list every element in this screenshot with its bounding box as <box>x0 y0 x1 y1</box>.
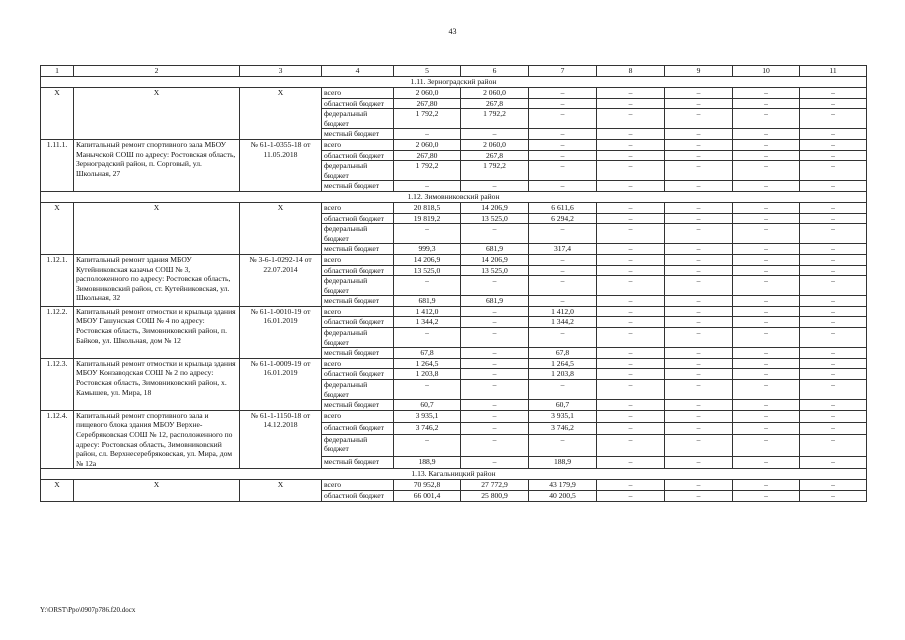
value-cell: 1 344,2 <box>529 317 597 328</box>
value-cell: 681,9 <box>461 296 529 307</box>
value-cell: – <box>733 161 800 181</box>
value-cell: – <box>461 369 529 380</box>
budget-type-cell: местный бюджет <box>322 244 394 255</box>
value-cell: – <box>665 358 733 369</box>
budget-type-cell: всего <box>322 88 394 99</box>
summary-x-cell: Х <box>74 480 240 501</box>
value-cell: – <box>733 380 800 400</box>
value-cell: – <box>800 181 867 192</box>
column-header: 11 <box>800 66 867 77</box>
table-row <box>41 410 867 422</box>
value-cell: 70 952,8 <box>394 480 461 491</box>
value-cell: – <box>665 457 733 469</box>
value-cell: – <box>733 422 800 434</box>
value-cell: – <box>461 457 529 469</box>
value-cell: – <box>733 317 800 328</box>
value-cell: – <box>597 380 665 400</box>
value-cell: – <box>461 129 529 140</box>
value-cell: 267,8 <box>461 150 529 161</box>
budget-type-cell: всего <box>322 410 394 422</box>
item-number: 1.12.2. <box>41 306 74 358</box>
value-cell: – <box>597 139 665 150</box>
budget-type-cell: всего <box>322 254 394 265</box>
value-cell: – <box>665 422 733 434</box>
column-header: 7 <box>529 66 597 77</box>
value-cell: – <box>800 244 867 255</box>
item-number: 1.11.1. <box>41 139 74 191</box>
value-cell: – <box>665 202 733 213</box>
value-cell: – <box>461 276 529 296</box>
value-cell: 1 264,5 <box>394 358 461 369</box>
value-cell: – <box>733 88 800 99</box>
budget-type-cell: местный бюджет <box>322 348 394 359</box>
value-cell: – <box>597 161 665 181</box>
value-cell: – <box>800 139 867 150</box>
value-cell: 267,80 <box>394 150 461 161</box>
item-number: 1.12.4. <box>41 410 74 469</box>
value-cell: 1 792,2 <box>394 161 461 181</box>
value-cell: – <box>665 276 733 296</box>
value-cell: – <box>529 88 597 99</box>
value-cell: – <box>597 369 665 380</box>
table-row <box>41 358 867 369</box>
item-number: 1.12.1. <box>41 254 74 306</box>
value-cell: – <box>800 276 867 296</box>
value-cell: – <box>665 296 733 307</box>
budget-type-cell: всего <box>322 202 394 213</box>
value-cell: – <box>800 265 867 276</box>
value-cell: – <box>597 224 665 244</box>
value-cell: 66 001,4 <box>394 490 461 501</box>
value-cell: 14 206,9 <box>461 254 529 265</box>
value-cell: – <box>529 181 597 192</box>
value-cell: – <box>597 422 665 434</box>
value-cell: – <box>597 88 665 99</box>
value-cell: – <box>461 410 529 422</box>
value-cell: – <box>597 254 665 265</box>
value-cell: – <box>461 380 529 400</box>
value-cell: – <box>800 369 867 380</box>
budget-type-cell: местный бюджет <box>322 457 394 469</box>
value-cell: 1 792,2 <box>394 109 461 129</box>
value-cell: – <box>665 88 733 99</box>
value-cell: 2 060,0 <box>394 88 461 99</box>
budget-type-cell: областной бюджет <box>322 98 394 109</box>
value-cell: – <box>665 480 733 491</box>
value-cell: – <box>733 306 800 317</box>
budget-type-cell: областной бюджет <box>322 150 394 161</box>
item-description: Капитальный ремонт отмостки и крыльца здания МБОУ Конзаводская СОШ № 2 по адресу: Ростовская область, Зимовниковский район, х. Камышев, ул. Мира, 18 <box>74 358 240 410</box>
value-cell: – <box>529 150 597 161</box>
value-cell: – <box>800 434 867 457</box>
value-cell: – <box>597 181 665 192</box>
column-header: 8 <box>597 66 665 77</box>
budget-type-cell: федеральный бюджет <box>322 434 394 457</box>
value-cell: 999,3 <box>394 244 461 255</box>
value-cell: – <box>800 490 867 501</box>
table-row <box>41 480 867 491</box>
value-cell: 1 792,2 <box>461 109 529 129</box>
value-cell: 1 203,8 <box>394 369 461 380</box>
summary-x-cell: Х <box>41 88 74 140</box>
value-cell: 1 412,0 <box>529 306 597 317</box>
value-cell: – <box>597 213 665 224</box>
value-cell: – <box>597 109 665 129</box>
value-cell: – <box>800 422 867 434</box>
value-cell: – <box>665 265 733 276</box>
value-cell: – <box>665 244 733 255</box>
summary-x-cell: Х <box>41 202 74 254</box>
value-cell: 25 800,9 <box>461 490 529 501</box>
value-cell: – <box>597 348 665 359</box>
table-row <box>41 202 867 213</box>
value-cell: – <box>665 129 733 140</box>
value-cell: 267,80 <box>394 98 461 109</box>
budget-type-cell: федеральный бюджет <box>322 276 394 296</box>
column-header: 4 <box>322 66 394 77</box>
value-cell: – <box>597 296 665 307</box>
value-cell: – <box>733 254 800 265</box>
value-cell: – <box>800 202 867 213</box>
value-cell: – <box>665 369 733 380</box>
value-cell: – <box>733 296 800 307</box>
summary-x-cell: Х <box>240 480 322 501</box>
value-cell: 188,9 <box>394 457 461 469</box>
value-cell: 681,9 <box>394 296 461 307</box>
item-description: Капитальный ремонт отмостки и крыльца здания МБОУ Гашунская СОШ № 4 по адресу: Ростовская область, Зимовниковский район, п. Байков, ул. Школьная, дом № 12 <box>74 306 240 358</box>
value-cell: – <box>733 98 800 109</box>
table-row <box>41 88 867 99</box>
value-cell: – <box>529 328 597 348</box>
value-cell: – <box>665 410 733 422</box>
value-cell: 3 746,2 <box>529 422 597 434</box>
value-cell: – <box>800 296 867 307</box>
budget-type-cell: всего <box>322 358 394 369</box>
page-number: 43 <box>448 27 457 36</box>
value-cell: – <box>800 150 867 161</box>
budget-type-cell: федеральный бюджет <box>322 328 394 348</box>
value-cell: 3 935,1 <box>529 410 597 422</box>
value-cell: – <box>733 213 800 224</box>
value-cell: – <box>529 380 597 400</box>
item-contract: № 61-1-1150-18 от 14.12.2018 <box>240 410 322 469</box>
value-cell: – <box>597 129 665 140</box>
budget-type-cell: областной бюджет <box>322 317 394 328</box>
value-cell: 1 412,0 <box>394 306 461 317</box>
value-cell: – <box>733 265 800 276</box>
value-cell: – <box>529 129 597 140</box>
value-cell: 1 792,2 <box>461 161 529 181</box>
column-header: 5 <box>394 66 461 77</box>
value-cell: – <box>665 490 733 501</box>
value-cell: 40 200,5 <box>529 490 597 501</box>
section-title: 1.12. Зимовниковский район <box>41 191 867 202</box>
value-cell: 67,8 <box>394 348 461 359</box>
column-header: 2 <box>74 66 240 77</box>
value-cell: – <box>394 224 461 244</box>
value-cell: – <box>665 213 733 224</box>
value-cell: – <box>733 410 800 422</box>
value-cell: – <box>665 400 733 411</box>
value-cell: – <box>800 254 867 265</box>
value-cell: – <box>733 139 800 150</box>
value-cell: – <box>733 358 800 369</box>
value-cell: 6 294,2 <box>529 213 597 224</box>
value-cell: – <box>529 296 597 307</box>
budget-type-cell: областной бюджет <box>322 490 394 501</box>
value-cell: – <box>529 98 597 109</box>
value-cell: – <box>394 276 461 296</box>
value-cell: – <box>800 358 867 369</box>
value-cell: – <box>597 410 665 422</box>
value-cell: – <box>733 348 800 359</box>
value-cell: – <box>665 109 733 129</box>
budget-type-cell: областной бюджет <box>322 265 394 276</box>
value-cell: – <box>597 434 665 457</box>
budget-type-cell: федеральный бюджет <box>322 109 394 129</box>
value-cell: – <box>597 265 665 276</box>
summary-x-cell: Х <box>41 480 74 501</box>
value-cell: – <box>461 422 529 434</box>
value-cell: – <box>597 480 665 491</box>
value-cell: – <box>800 98 867 109</box>
value-cell: – <box>733 109 800 129</box>
value-cell: – <box>529 139 597 150</box>
column-header: 3 <box>240 66 322 77</box>
value-cell: – <box>665 254 733 265</box>
value-cell: – <box>665 434 733 457</box>
value-cell: – <box>665 224 733 244</box>
value-cell: – <box>394 328 461 348</box>
item-contract: № 61-1-0355-18 от 11.05.2018 <box>240 139 322 191</box>
value-cell: – <box>529 109 597 129</box>
value-cell: 1 344,2 <box>394 317 461 328</box>
column-header: 10 <box>733 66 800 77</box>
value-cell: – <box>665 98 733 109</box>
value-cell: – <box>461 306 529 317</box>
value-cell: 1 264,5 <box>529 358 597 369</box>
value-cell: – <box>461 434 529 457</box>
item-contract: № 3-6-1-0292-14 от 22.07.2014 <box>240 254 322 306</box>
item-description: Капитальный ремонт спортивного зала и пищевого блока здания МБОУ Верхне-Серебряковская СОШ № 12, расположенного по адресу: Ростовская область, Зимовниковский район, сл. Верхнесеребряковская, ул. Мира, дом № 12а <box>74 410 240 469</box>
value-cell: 13 525,0 <box>461 213 529 224</box>
value-cell: – <box>529 224 597 244</box>
value-cell: – <box>461 328 529 348</box>
value-cell: – <box>597 276 665 296</box>
value-cell: – <box>800 400 867 411</box>
value-cell: 188,9 <box>529 457 597 469</box>
table-row <box>41 139 867 150</box>
value-cell: – <box>800 410 867 422</box>
budget-type-cell: всего <box>322 306 394 317</box>
value-cell: 13 525,0 <box>461 265 529 276</box>
value-cell: 60,7 <box>394 400 461 411</box>
value-cell: – <box>597 358 665 369</box>
budget-type-cell: местный бюджет <box>322 129 394 140</box>
value-cell: – <box>800 224 867 244</box>
value-cell: – <box>461 358 529 369</box>
value-cell: – <box>665 181 733 192</box>
value-cell: 2 060,0 <box>394 139 461 150</box>
column-header: 1 <box>41 66 74 77</box>
value-cell: – <box>800 457 867 469</box>
value-cell: 14 206,9 <box>394 254 461 265</box>
value-cell: – <box>394 380 461 400</box>
section-title: 1.11. Зерноградский район <box>41 77 867 88</box>
section-title-row <box>41 77 867 88</box>
value-cell: – <box>461 224 529 244</box>
budget-type-cell: областной бюджет <box>322 422 394 434</box>
value-cell: – <box>733 276 800 296</box>
section-title: 1.13. Кагальницкий район <box>41 469 867 480</box>
value-cell: 267,8 <box>461 98 529 109</box>
value-cell: – <box>665 317 733 328</box>
value-cell: – <box>665 380 733 400</box>
value-cell: – <box>529 265 597 276</box>
value-cell: – <box>733 369 800 380</box>
value-cell: 6 611,6 <box>529 202 597 213</box>
budget-type-cell: федеральный бюджет <box>322 161 394 181</box>
value-cell: – <box>800 348 867 359</box>
table-body <box>41 66 867 502</box>
value-cell: – <box>394 434 461 457</box>
value-cell: – <box>733 434 800 457</box>
value-cell: 14 206,9 <box>461 202 529 213</box>
value-cell: – <box>597 317 665 328</box>
value-cell: – <box>665 139 733 150</box>
value-cell: – <box>461 348 529 359</box>
budget-type-cell: областной бюджет <box>322 213 394 224</box>
budget-table <box>40 65 867 502</box>
value-cell: – <box>800 129 867 140</box>
value-cell: 60,7 <box>529 400 597 411</box>
item-contract: № 61-1-0010-19 от 16.01.2019 <box>240 306 322 358</box>
file-path: Y:\ORST\Ppo\0907p786.f20.docx <box>40 606 136 614</box>
value-cell: – <box>529 254 597 265</box>
value-cell: 27 772,9 <box>461 480 529 491</box>
value-cell: – <box>665 328 733 348</box>
section-title-row <box>41 191 867 202</box>
value-cell: – <box>665 161 733 181</box>
value-cell: – <box>597 457 665 469</box>
value-cell: 3 935,1 <box>394 410 461 422</box>
value-cell: – <box>800 88 867 99</box>
value-cell: – <box>733 480 800 491</box>
item-number: 1.12.3. <box>41 358 74 410</box>
value-cell: 1 203,8 <box>529 369 597 380</box>
value-cell: – <box>733 244 800 255</box>
column-header-row <box>41 66 867 77</box>
budget-type-cell: областной бюджет <box>322 369 394 380</box>
value-cell: – <box>597 150 665 161</box>
item-description: Капитальный ремонт здания МБОУ Кутейниковская казачья СОШ № 3, расположенного по адресу: Ростовская область, Зимовниковский район, ст. Кутейниковская, ул. Школьная, 32 <box>74 254 240 306</box>
value-cell: – <box>394 129 461 140</box>
value-cell: – <box>461 317 529 328</box>
value-cell: 19 819,2 <box>394 213 461 224</box>
value-cell: – <box>597 490 665 501</box>
budget-type-cell: всего <box>322 139 394 150</box>
value-cell: – <box>800 161 867 181</box>
value-cell: – <box>461 400 529 411</box>
value-cell: 67,8 <box>529 348 597 359</box>
value-cell: – <box>800 213 867 224</box>
value-cell: 2 060,0 <box>461 139 529 150</box>
value-cell: – <box>597 306 665 317</box>
value-cell: – <box>461 181 529 192</box>
value-cell: – <box>733 328 800 348</box>
value-cell: – <box>800 306 867 317</box>
value-cell: – <box>733 150 800 161</box>
value-cell: – <box>529 434 597 457</box>
value-cell: – <box>800 317 867 328</box>
value-cell: – <box>529 161 597 181</box>
value-cell: 43 179,9 <box>529 480 597 491</box>
value-cell: 2 060,0 <box>461 88 529 99</box>
value-cell: – <box>733 181 800 192</box>
column-header: 6 <box>461 66 529 77</box>
budget-type-cell: местный бюджет <box>322 400 394 411</box>
value-cell: – <box>733 490 800 501</box>
item-contract: № 61-1-0009-19 от 16.01.2019 <box>240 358 322 410</box>
value-cell: – <box>597 202 665 213</box>
value-cell: – <box>733 457 800 469</box>
value-cell: 3 746,2 <box>394 422 461 434</box>
value-cell: 681,9 <box>461 244 529 255</box>
budget-type-cell: федеральный бюджет <box>322 380 394 400</box>
value-cell: – <box>800 480 867 491</box>
summary-x-cell: Х <box>74 88 240 140</box>
summary-x-cell: Х <box>240 88 322 140</box>
value-cell: – <box>733 224 800 244</box>
value-cell: – <box>597 328 665 348</box>
value-cell: – <box>665 348 733 359</box>
value-cell: – <box>597 98 665 109</box>
value-cell: 317,4 <box>529 244 597 255</box>
table-row <box>41 254 867 265</box>
column-header: 9 <box>665 66 733 77</box>
value-cell: 13 525,0 <box>394 265 461 276</box>
value-cell: – <box>665 306 733 317</box>
value-cell: – <box>733 202 800 213</box>
summary-x-cell: Х <box>240 202 322 254</box>
item-description: Капитальный ремонт спортивного зала МБОУ Манычской СОШ по адресу: Ростовская область, Зерноградский район, п. Сорговый, ул. Школьная, 27 <box>74 139 240 191</box>
budget-type-cell: местный бюджет <box>322 296 394 307</box>
summary-x-cell: Х <box>74 202 240 254</box>
value-cell: – <box>529 276 597 296</box>
section-title-row <box>41 469 867 480</box>
table-row <box>41 306 867 317</box>
budget-type-cell: местный бюджет <box>322 181 394 192</box>
value-cell: – <box>800 380 867 400</box>
value-cell: – <box>800 109 867 129</box>
budget-type-cell: федеральный бюджет <box>322 224 394 244</box>
value-cell: – <box>800 328 867 348</box>
value-cell: – <box>733 400 800 411</box>
value-cell: – <box>733 129 800 140</box>
value-cell: – <box>597 244 665 255</box>
value-cell: – <box>394 181 461 192</box>
value-cell: – <box>597 400 665 411</box>
value-cell: – <box>665 150 733 161</box>
value-cell: 20 818,5 <box>394 202 461 213</box>
budget-type-cell: всего <box>322 480 394 491</box>
